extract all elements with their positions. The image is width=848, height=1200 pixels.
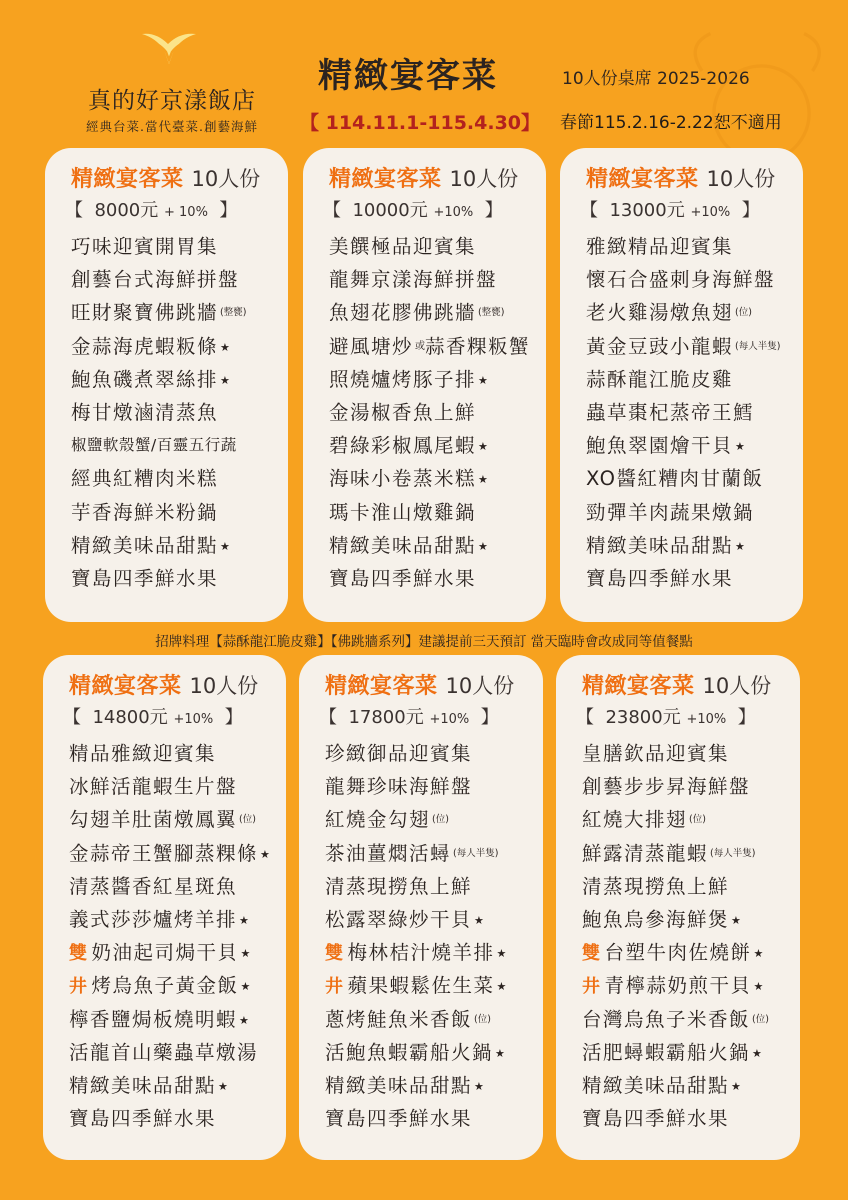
menu-item-name: 金蒜海虎蝦粄條: [71, 334, 219, 358]
menu-item-name: 清蒸醬香紅星斑魚: [69, 874, 238, 898]
menu-item-mark: 井: [582, 976, 602, 998]
menu-item: [586, 396, 780, 429]
menu-item: [325, 1102, 508, 1135]
menu-item: [69, 803, 271, 836]
menu-item-note: (每人半隻): [453, 847, 499, 859]
menu-item: [325, 803, 508, 836]
menu-item-name: 勾翅羊肚菌燉鳳翼: [69, 808, 238, 832]
menu-item: [69, 837, 271, 870]
menu-item-name: 巧味迎賓開胃集: [71, 235, 219, 258]
menu-item: [69, 1003, 271, 1036]
menu-portion: 10人份: [449, 167, 519, 191]
menu-item: [71, 363, 246, 396]
menu-item-or: 或: [415, 340, 426, 352]
menu-title: 精緻宴客菜: [586, 167, 699, 192]
menu-item: [329, 296, 530, 329]
menu-item-name: 精緻美味品甜點: [329, 533, 477, 557]
star-icon: ★: [731, 1079, 743, 1093]
menu-item: [582, 1003, 769, 1036]
menu-item: [582, 737, 769, 770]
menu-card-header: [325, 669, 514, 700]
menu-surcharge: +10%: [690, 205, 731, 220]
star-icon: ★: [753, 980, 765, 994]
star-icon: ★: [260, 847, 272, 861]
menu-item: [325, 837, 508, 870]
hotel-logo-icon: [138, 30, 200, 70]
menu-price-row: 【 13000元 +10% 】: [580, 200, 760, 221]
menu-item-name: 活龍首山藥蟲草燉湯: [69, 1040, 259, 1064]
menu-item-name: 龍舞京漾海鮮拼盤: [329, 268, 498, 292]
menu-item-list: [329, 230, 530, 595]
star-icon: ★: [240, 947, 252, 961]
menu-item-name: 寶島四季鮮水果: [586, 566, 734, 590]
menu-item-note: (整甕): [478, 307, 505, 319]
menu-item: [71, 562, 246, 595]
menu-item-name: 台塑牛肉佐燒餅: [604, 941, 752, 965]
menu-item-name: 鮑魚磯煮翠絲排: [71, 367, 219, 391]
menu-title: 精緻宴客菜: [582, 674, 695, 699]
menu-item: [329, 496, 530, 529]
menu-item: [71, 263, 246, 296]
menu-item-list: [71, 230, 246, 595]
menu-item-name-alt: 蒜香粿粄蟹: [425, 334, 531, 358]
menu-item: [325, 737, 508, 770]
menu-item-mark: 雙: [582, 943, 602, 965]
menu-item-name: 活鮑魚蝦霸船火鍋: [325, 1040, 494, 1064]
menu-surcharge: +10%: [686, 712, 727, 727]
star-icon: ★: [753, 947, 765, 961]
menu-item-name: 老火雞湯燉魚翅: [586, 301, 734, 325]
menu-item-name: 義式莎莎爐烤羊排: [69, 907, 238, 931]
menu-card: [299, 655, 543, 1160]
menu-item-name: 寶島四季鮮水果: [329, 566, 477, 590]
menu-item: [582, 803, 769, 836]
menu-item-name: 精緻美味品甜點: [582, 1073, 730, 1097]
menu-item-name: 精緻美味品甜點: [69, 1073, 217, 1097]
menu-item-name: 旺財聚寶佛跳牆: [71, 301, 219, 325]
star-icon: ★: [478, 440, 490, 454]
menu-item: [71, 462, 246, 495]
menu-item-name: 檸香鹽焗板燒明蝦: [69, 1007, 238, 1031]
star-icon: ★: [496, 980, 508, 994]
star-icon: ★: [239, 913, 251, 927]
menu-item: [586, 429, 780, 462]
menu-card: [556, 655, 800, 1160]
menu-item-name: 魚翅花膠佛跳牆: [329, 301, 477, 325]
menu-item-name: 蟲草棗杞蒸帝王鱈: [586, 400, 755, 424]
hotel-name: 真的好京漾飯店: [88, 88, 256, 114]
menu-item-name: 避風塘炒: [329, 334, 414, 358]
menu-item-name: XO醬紅糟肉甘蘭飯: [586, 467, 764, 491]
menu-item-note: (每人半隻): [735, 340, 781, 352]
menu-item: [582, 1102, 769, 1135]
star-icon: ★: [496, 947, 508, 961]
star-icon: ★: [495, 1046, 507, 1060]
menu-item: [69, 737, 271, 770]
menu-item: [71, 529, 246, 562]
menu-portion: 10人份: [706, 167, 776, 191]
menu-item-note: (每人半隻): [710, 847, 756, 859]
menu-item-name: 芋香海鮮米粉鍋: [71, 500, 219, 524]
menu-item-name: 鮑魚烏參海鮮煲: [582, 907, 730, 931]
menu-item: [586, 296, 780, 329]
menu-item-name: 活肥蟳蝦霸船火鍋: [582, 1040, 751, 1064]
star-icon: ★: [239, 1013, 251, 1027]
menu-item: [71, 429, 246, 462]
star-icon: ★: [478, 373, 490, 387]
menu-price-row: 【 8000元 + 10% 】: [65, 200, 238, 221]
menu-surcharge: +10%: [173, 712, 214, 727]
menu-item-name: 鮑魚翠園燴干貝: [586, 434, 734, 458]
menu-item: [325, 969, 508, 1002]
star-icon: ★: [220, 373, 232, 387]
menu-item-name: 蒜酥龍江脆皮雞: [586, 367, 734, 391]
menu-portion: 10人份: [191, 167, 261, 191]
menu-item-list: [582, 737, 769, 1135]
menu-item: [329, 562, 530, 595]
menu-item: [325, 1069, 508, 1102]
menu-item-name: 寶島四季鮮水果: [69, 1107, 217, 1131]
menu-item-name: 皇膳欽品迎賓集: [582, 742, 730, 765]
menu-item: [329, 330, 530, 363]
menu-item: [582, 837, 769, 870]
menu-card-header: [586, 162, 775, 193]
star-icon: ★: [478, 473, 490, 487]
menu-card-header: [69, 669, 258, 700]
menu-item-note: (位): [239, 814, 256, 826]
menu-item-note: (整甕): [220, 307, 247, 319]
menu-item-note: (位): [689, 814, 706, 826]
menu-item-name: 清蒸現撈魚上鮮: [325, 874, 473, 898]
menu-item-name: 精緻美味品甜點: [586, 533, 734, 557]
menu-portion: 10人份: [189, 674, 259, 698]
menu-item-name: 奶油起司焗干貝: [91, 941, 239, 965]
menu-price: 8000元: [94, 200, 159, 221]
booking-notice: 招牌料理【蒜酥龍江脆皮雞】【佛跳牆系列】建議提前三天預訂 當天臨時會改成同等值餐點: [155, 634, 693, 650]
menu-item: [325, 1003, 508, 1036]
menu-item-note: (位): [432, 814, 449, 826]
menu-item: [329, 396, 530, 429]
menu-item: [69, 870, 271, 903]
star-icon: ★: [474, 1079, 486, 1093]
menu-card-header: [329, 162, 518, 193]
menu-portion: 10人份: [445, 674, 515, 698]
star-icon: ★: [218, 1079, 230, 1093]
menu-item-name: 龍舞珍味海鮮盤: [325, 775, 473, 799]
menu-item: [69, 1036, 271, 1069]
menu-item: [582, 1036, 769, 1069]
menu-item-name: 精緻美味品甜點: [325, 1073, 473, 1097]
menu-surcharge: + 10%: [164, 205, 208, 220]
menu-item-name: 椒鹽軟殼蟹/百靈五行蔬: [71, 436, 237, 455]
star-icon: ★: [731, 913, 743, 927]
star-icon: ★: [735, 440, 747, 454]
menu-item-name: 金湯椒香魚上鮮: [329, 400, 477, 424]
menu-item: [69, 969, 271, 1002]
menu-item: [325, 903, 508, 936]
menu-item: [325, 770, 508, 803]
menu-item-note: (位): [474, 1013, 491, 1025]
menu-card: [303, 148, 546, 622]
menu-item-name: 寶島四季鮮水果: [71, 566, 219, 590]
menu-item-mark: 雙: [325, 943, 345, 965]
menu-item: [69, 903, 271, 936]
menu-price: 23800元: [605, 707, 681, 728]
menu-item: [582, 870, 769, 903]
menu-item: [586, 529, 780, 562]
menu-price-row: 【 14800元 +10% 】: [63, 707, 243, 728]
star-icon: ★: [220, 539, 232, 553]
menu-item-name: 松露翠綠炒干貝: [325, 907, 473, 931]
menu-item-name: 黃金豆豉小龍蝦: [586, 334, 734, 358]
menu-card-header: [71, 162, 260, 193]
menu-item: [71, 296, 246, 329]
menu-item-name: 創藝步步昇海鮮盤: [582, 775, 751, 799]
menu-item-list: [586, 230, 780, 595]
menu-item: [586, 230, 780, 263]
menu-item: [69, 936, 271, 969]
menu-item-name: 蘋果蝦鬆佐生菜: [347, 974, 495, 998]
menu-item-name: 蔥烤鮭魚米香飯: [325, 1007, 473, 1031]
star-icon: ★: [240, 980, 252, 994]
menu-item-name: 瑪卡淮山燉雞鍋: [329, 500, 477, 524]
menu-item-note: (位): [752, 1013, 769, 1025]
menu-title: 精緻宴客菜: [69, 674, 182, 699]
menu-item-name: 梅林桔汁燒羊排: [347, 941, 495, 965]
menu-item-note: (位): [735, 307, 752, 319]
menu-item-name: 寶島四季鮮水果: [582, 1107, 730, 1131]
menu-item-name: 珍緻御品迎賓集: [325, 742, 473, 765]
menu-item-name: 紅燒大排翅: [582, 808, 688, 832]
hotel-tagline: 經典台菜.當代臺菜.創藝海鮮: [86, 119, 258, 134]
menu-item-name: 雅緻精品迎賓集: [586, 235, 734, 258]
menu-item-name: 精緻美味品甜點: [71, 533, 219, 557]
menu-item-name: 台灣烏魚子米香飯: [582, 1007, 751, 1031]
menu-item: [329, 462, 530, 495]
menu-card-header: [582, 669, 771, 700]
menu-item-name: 冰鮮活龍蝦生片盤: [69, 775, 238, 799]
menu-item-mark: 雙: [69, 943, 89, 965]
menu-surcharge: +10%: [433, 205, 474, 220]
menu-item: [325, 1036, 508, 1069]
menu-item-name: 青檸蒜奶煎干貝: [604, 974, 752, 998]
menu-item: [329, 230, 530, 263]
menu-item-name: 美饌極品迎賓集: [329, 235, 477, 258]
star-icon: ★: [735, 539, 747, 553]
menu-item-name: 紅燒金勾翅: [325, 808, 431, 832]
star-icon: ★: [478, 539, 490, 553]
menu-item-name: 梅甘燉滷清蒸魚: [71, 400, 219, 424]
menu-title: 精緻宴客菜: [325, 674, 438, 699]
menu-item-name: 懷石合盛刺身海鮮盤: [586, 268, 776, 292]
menu-item-name: 茶油薑燜活蟳: [325, 841, 452, 865]
menu-price: 14800元: [92, 707, 168, 728]
page-subtitle: 10人份桌席 2025-2026: [562, 69, 750, 89]
menu-item: [325, 870, 508, 903]
menu-item: [329, 429, 530, 462]
menu-item-name: 創藝台式海鮮拼盤: [71, 268, 240, 292]
menu-item: [71, 396, 246, 429]
page-header: [0, 0, 848, 150]
menu-item: [71, 230, 246, 263]
menu-item-list: [69, 737, 271, 1135]
menu-price: 10000元: [352, 200, 428, 221]
menu-price-row: 【 17800元 +10% 】: [319, 707, 499, 728]
menu-price: 13000元: [609, 200, 685, 221]
page-title: 精緻宴客菜: [318, 56, 498, 96]
menu-item: [586, 263, 780, 296]
menu-item: [586, 562, 780, 595]
menu-item: [586, 363, 780, 396]
menu-item-name: 勁彈羊肉蔬果燉鍋: [586, 500, 755, 524]
menu-item-name: 精品雅緻迎賓集: [69, 742, 217, 765]
menu-card: [560, 148, 803, 622]
menu-card: [45, 148, 288, 622]
menu-item-name: 烤烏魚子黃金飯: [91, 974, 239, 998]
menu-surcharge: +10%: [429, 712, 470, 727]
menu-item: [329, 529, 530, 562]
menu-item: [69, 770, 271, 803]
menu-item-name: 寶島四季鮮水果: [325, 1107, 473, 1131]
menu-item: [329, 263, 530, 296]
valid-period: [300, 108, 540, 135]
menu-item-name: 照燒爐烤豚子排: [329, 367, 477, 391]
menu-item: [586, 330, 780, 363]
menu-price-row: 【 23800元 +10% 】: [576, 707, 756, 728]
menu-item: [71, 330, 246, 363]
menu-item-name: 清蒸現撈魚上鮮: [582, 874, 730, 898]
menu-title: 精緻宴客菜: [329, 167, 442, 192]
exclusion-note: 春節115.2.16-2.22恕不適用: [560, 113, 782, 133]
menu-item: [329, 363, 530, 396]
menu-price-row: 【 10000元 +10% 】: [323, 200, 503, 221]
menu-item: [69, 1102, 271, 1135]
menu-item-name: 海味小卷蒸米糕: [329, 467, 477, 491]
menu-item-mark: 井: [69, 976, 89, 998]
star-icon: ★: [474, 913, 486, 927]
menu-item: [325, 936, 508, 969]
menu-item-name: 碧綠彩椒鳳尾蝦: [329, 434, 477, 458]
menu-item: [582, 936, 769, 969]
menu-portion: 10人份: [702, 674, 772, 698]
menu-price: 17800元: [348, 707, 424, 728]
menu-item-name: 金蒜帝王蟹腳蒸粿條: [69, 841, 259, 865]
menu-item: [582, 969, 769, 1002]
menu-item: [586, 462, 780, 495]
star-icon: ★: [220, 340, 232, 354]
valid-period-text: 【 114.11.1-115.4.30】: [300, 112, 541, 134]
menu-item-mark: 井: [325, 976, 345, 998]
menu-item: [582, 770, 769, 803]
menu-item: [69, 1069, 271, 1102]
star-icon: ★: [752, 1046, 764, 1060]
menu-item-name: 鮮露清蒸龍蝦: [582, 841, 709, 865]
menu-item-name: 經典紅糟肉米糕: [71, 467, 219, 491]
menu-card: [43, 655, 286, 1160]
menu-title: 精緻宴客菜: [71, 167, 184, 192]
menu-item: [71, 496, 246, 529]
menu-item: [582, 903, 769, 936]
menu-item-list: [325, 737, 508, 1135]
menu-item: [586, 496, 780, 529]
menu-item: [582, 1069, 769, 1102]
